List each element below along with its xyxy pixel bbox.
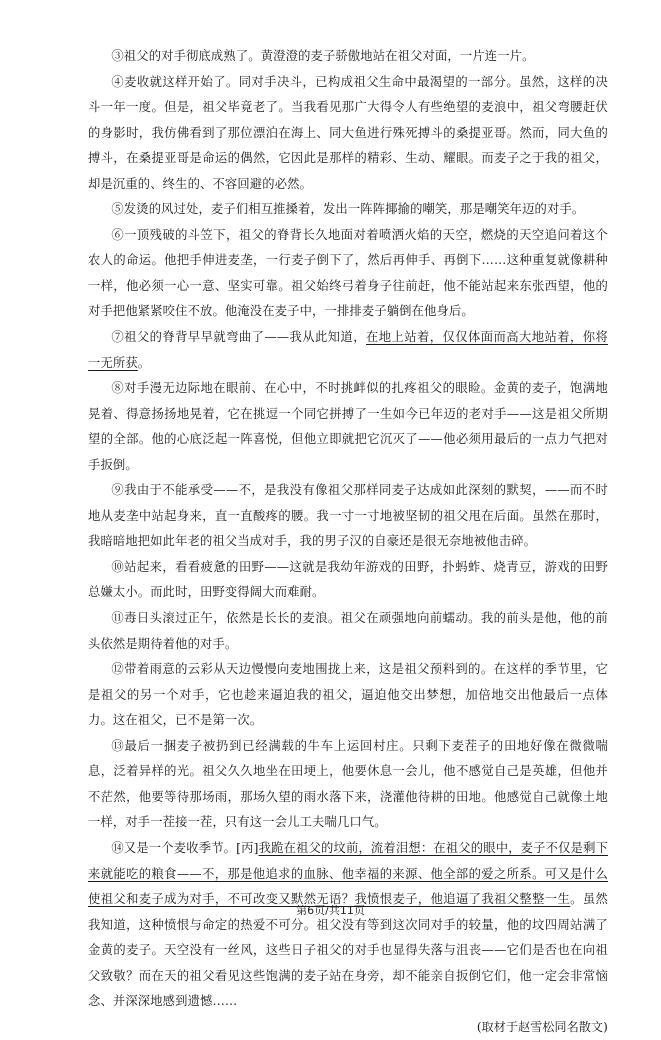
- paragraph-8: ⑧对手漫无边际地在眼前、在心中，不时挑衅似的扎疼祖父的眼睑。金黄的麦子，饱满地晃着、得意扬扬地晃着，它在挑逗一个同它拼搏了一生如今已年迈的老对手——这是祖父所期望的全部。他的心底泛起一阵喜悦，但他立即就把它沉灭了——他必须用最后的一点力气把对手扳倒。: [88, 381, 608, 472]
- paragraph-10: ⑩站起来，看看疲惫的田野——这就是我幼年游戏的田野，扑蚂蚱、烧青豆，游戏的田野总嫌太小。而此时，田野变得阔大而难耐。: [88, 559, 608, 600]
- paragraph-13: ⑬最后一捆麦子被扔到已经满载的牛车上运回村庄。只剩下麦茬子的田地好像在微微喘息，泛着异样的光。祖父久久地坐在田埂上，他要休息一会儿，他不感觉自己是英雄，但他并不茫然，他要等待那场雨，那场久望的雨水落下来，浇灌他待耕的田地。他感觉自己就像土地一样，对手一茬接一茬，只有这一会儿工夫喘几口气。: [88, 738, 608, 830]
- paragraph-3: ③祖父的对手彻底成熟了。黄澄澄的麦子骄傲地站在祖父对面，一片连一片。: [111, 49, 535, 63]
- paragraph-12: ⑫带着雨意的云彩从天边慢慢向麦地围拢上来，这是祖父预料到的。在这样的季节里，它是祖父的另一个对手，它也趁来逼迫我的祖父，逼迫他交出梦想，加倍地交出他最后一点体力。这在祖父，已不是第一次。: [88, 662, 608, 728]
- paragraph-14-text: ⑭又是一个麦收季节。[丙]: [111, 840, 259, 855]
- paragraph-6: ⑥一顶残破的斗笠下，祖父的脊背长久地面对着喷洒火焰的天空，燃烧的天空追问着这个农人的命运。他把手伸进麦垄，一行麦子倒下了，然后再伸手、再倒下……这种重复就像耕种一样，他必须一心一意、坚实可靠。祖父始终弓着身子往前赶，他不能站起来东张西望，他的对手把他紧紧咬住不放。他淹没在麦子中，一排排麦子躺倒在他身后。: [88, 227, 608, 319]
- source-citation: (取材于赵雪松同名散文): [476, 1019, 608, 1034]
- paragraph-9: ⑨我由于不能承受——不，是我没有像祖父那样同麦子达成如此深刻的默契，——而不时地从麦垄中站起身来，直一直酸疼的腰。我一寸一寸地被坚韧的祖父甩在后面。虽然在那时，我暗暗地把如此年老的祖父当成对手，我的男子汉的自豪还是很无奈地被他击碎。: [88, 483, 608, 549]
- paragraph-7-text: ⑦祖父的脊背早早就弯曲了——我从此知道，: [111, 330, 367, 345]
- page-number-footer: 第6页/共11页: [296, 904, 365, 917]
- paragraph-7-end: 。: [137, 355, 151, 370]
- paragraph-14: [88, 836, 608, 1015]
- paragraph-14-underlined-passage: 我跪在祖父的坟前，流着泪想：在祖父的眼中，麦子不仅是剩下来就能吃的粮食——不，那是他追求的血脉、他幸福的来源、他全部的爱之所系。可又是什么使祖父和麦子成为对手，不可改变又默然无语？我愤恨麦子，他追逼了我祖父整整一生: [88, 840, 609, 907]
- paragraph-14-rest: 。虽然我知道，这种愤恨与命定的热爱不可分。祖父没有等到这次同对手的较量，他的坟四周站满了金黄的麦子。天空没有一丝风，这些日子祖父的对手也显得失落与沮丧——它们是否也在向祖父致敬？而在天的祖父看见这些饱满的麦子站在身旁，却不能亲自扳倒它们，他一定会非常恼念、并深深地感到遗憾……: [88, 892, 608, 1009]
- paragraph-4: ④麦收就这样开始了。同对手决斗，已构成祖父生命中最渴望的一部分。虽然，这样的决斗一年一度。但是，祖父毕竟老了。当我看见那广大得令人有些绝望的麦浪中，祖父弯腰赶伏的身影时，我仿佛看到了那位漂泊在海上、同大鱼进行殊死搏斗的桑提亚哥。然而，同大鱼的搏斗，在桑提亚哥是命运的偶然，它因此是那样的精彩、生动、耀眼。而麦子之于我的祖父，却是沉重的、终生的、不容回避的必然。: [88, 74, 608, 191]
- paragraph-7: [88, 325, 608, 376]
- passage-body: [88, 44, 608, 1040]
- paragraph-7-underlined-sentence: 在地上站着，仅仅体面而高大地站着，你将一无所获: [88, 330, 608, 370]
- paragraph-5: ⑤发烫的风过处，麦子们相互推搡着，发出一阵阵揶揄的嘲笑，那是嘲笑年迈的对手。: [111, 202, 585, 217]
- paragraph-11: ⑪毒日头滚过正午，依然是长长的麦浪。祖父在顽强地向前蠕动。我的前头是他，他的前头依然是期待着他的对手。: [88, 611, 608, 651]
